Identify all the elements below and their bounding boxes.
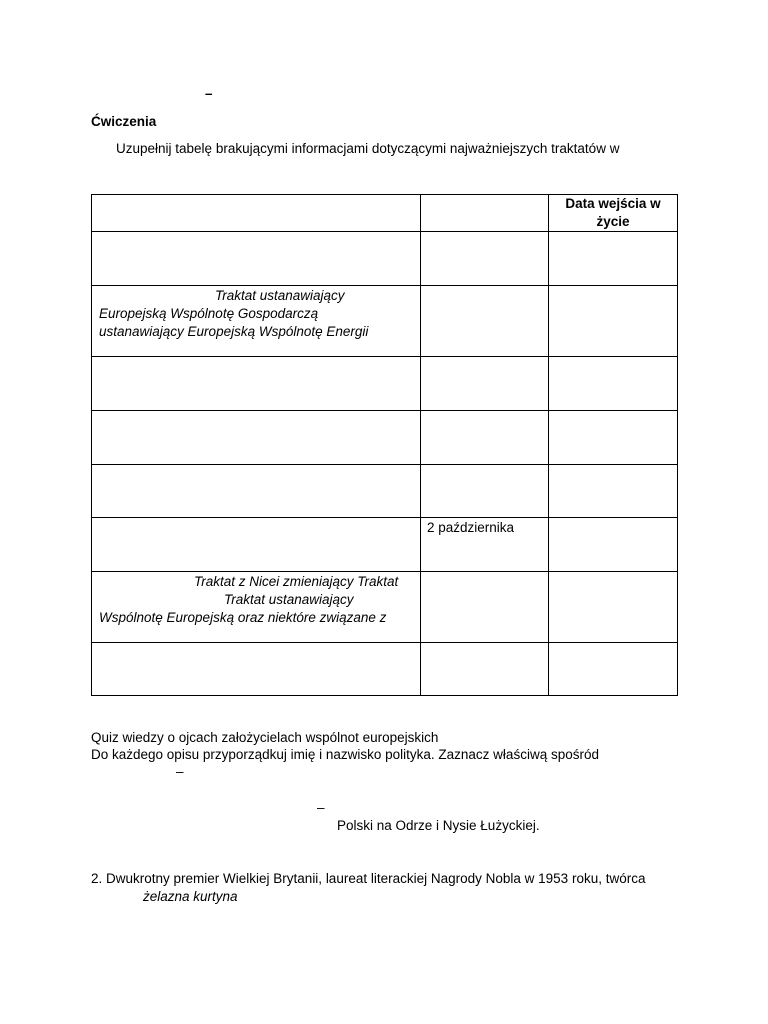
table-row [92, 357, 678, 411]
table-cell [421, 195, 549, 232]
table-row [92, 411, 678, 465]
date-cell [421, 518, 549, 572]
treaty-line: Traktat z Nicei zmieniający Traktat [194, 574, 399, 589]
table-cell [92, 411, 421, 465]
treaty-name-cell [92, 572, 421, 643]
table-cell [92, 518, 421, 572]
table-cell [92, 643, 421, 696]
exercise-instruction: Uzupełnij tabelę brakującymi informacjami dotyczącymi najważniejszych traktatów w [116, 141, 620, 156]
table-cell [549, 518, 678, 572]
table-cell [421, 286, 549, 357]
quiz-dash-2: – [317, 800, 325, 815]
table-cell [92, 195, 421, 232]
header-date-line2: życie [596, 214, 630, 229]
quiz-dash-1: – [176, 764, 184, 779]
table-cell [421, 643, 549, 696]
table-cell [92, 465, 421, 518]
table-row [92, 518, 678, 572]
quiz-item-2: 2. Dwukrotny premier Wielkiej Brytanii, laureat literackiej Nagrody Nobla w 1953 roku, twórca [91, 871, 646, 886]
table-cell [421, 232, 549, 286]
table-row [92, 286, 678, 357]
table-cell [92, 357, 421, 411]
treaty-line: Traktat ustanawiający [215, 288, 345, 303]
table-row [92, 643, 678, 696]
top-dash: – [205, 86, 213, 101]
table-cell [92, 232, 421, 286]
treaty-line: Wspólnotę Europejską oraz niektóre związane z [99, 610, 387, 625]
table-row [92, 465, 678, 518]
table-cell [549, 357, 678, 411]
treaty-name-text [99, 287, 368, 341]
date-text: 2 października [427, 520, 515, 535]
header-date-line1: Data wejścia w [565, 196, 661, 211]
quiz-line-polski: Polski na Odrze i Nysie Łużyckiej. [337, 818, 540, 833]
table-cell [549, 572, 678, 643]
table-row [92, 195, 678, 232]
treaty-line: Traktat ustanawiający [224, 592, 354, 607]
table-row [92, 572, 678, 643]
table-cell [421, 465, 549, 518]
table-cell [421, 572, 549, 643]
treaties-table [91, 194, 678, 696]
table-cell [549, 465, 678, 518]
table-cell [421, 357, 549, 411]
treaty-line: ustanawiający Europejską Wspólnotę Energii [99, 324, 369, 339]
treaty-name-cell [92, 286, 421, 357]
table-row [92, 232, 678, 286]
header-date-cell [549, 195, 678, 232]
table-cell [549, 643, 678, 696]
quiz-instruction: Do każdego opisu przyporządkuj imię i nazwisko polityka. Zaznacz właściwą spośród [91, 747, 599, 762]
treaty-line: Europejską Wspólnotę Gospodarczą [99, 306, 319, 321]
section-heading: Ćwiczenia [91, 114, 157, 129]
table-cell [421, 411, 549, 465]
quiz-title: Quiz wiedzy o ojcach założycielach wspólnot europejskich [91, 730, 439, 745]
table-cell [549, 232, 678, 286]
table-cell [549, 411, 678, 465]
table-cell [549, 286, 678, 357]
treaty-name-text [99, 573, 398, 627]
quiz-item-2-term: żelazna kurtyna [143, 889, 238, 904]
